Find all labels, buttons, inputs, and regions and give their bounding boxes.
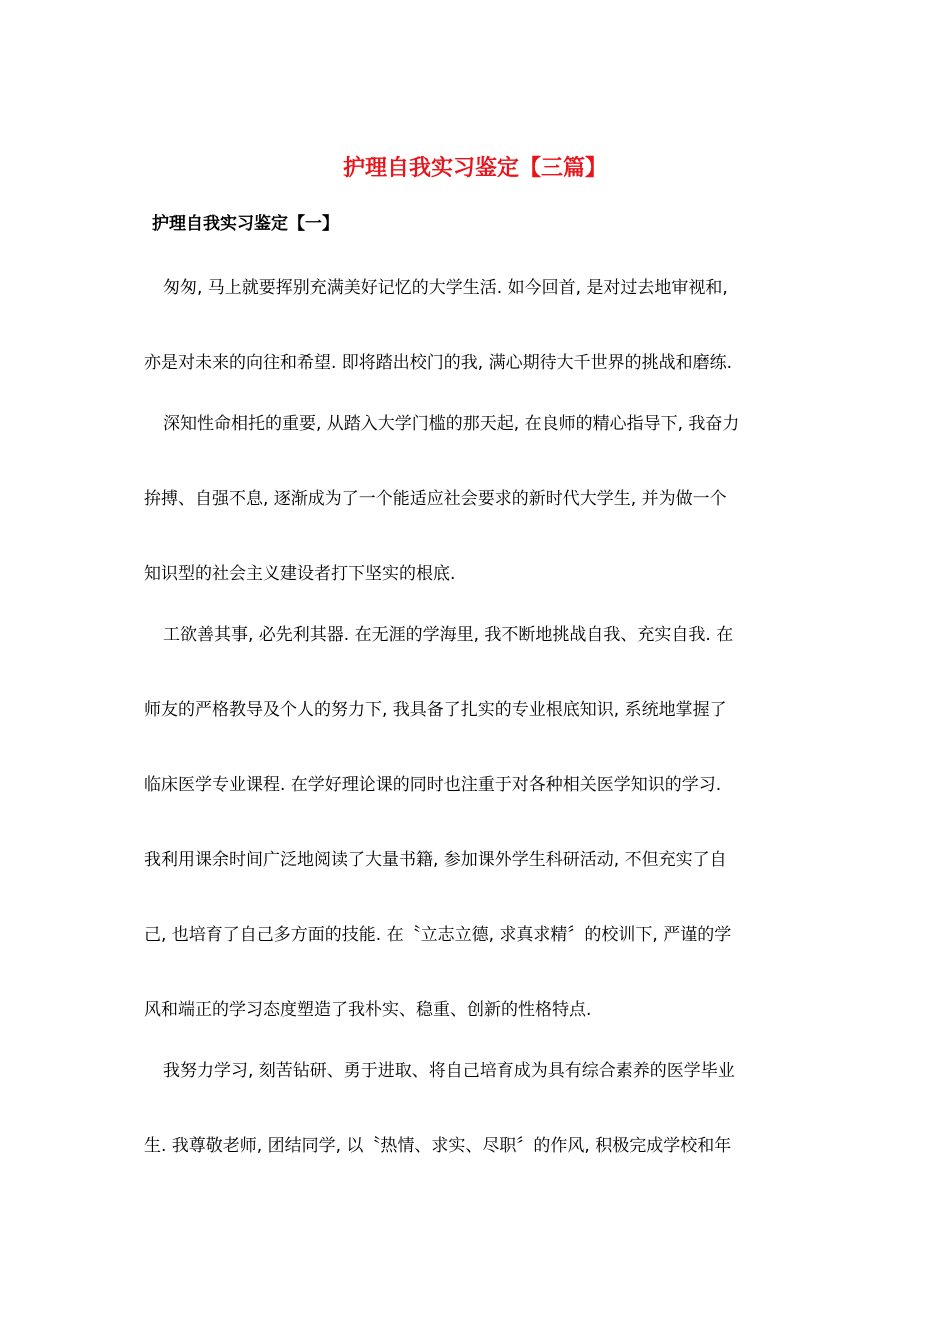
paragraph-line: 工欲善其事, 必先利其器. 在无涯的学海里, 我不断地挑战自我、充实自我. 在 [163,625,734,645]
paragraph-line: 风和端正的学习态度塑造了我朴实、稳重、创新的性格特点. [144,1000,592,1020]
paragraph-line: 拚搏、自强不息, 逐渐成为了一个能适应社会要求的新时代大学生, 并为做一个 [144,489,727,509]
paragraph-line: 生. 我尊敬老师, 团结同学, 以〝热情、求实、尽职〞的作风, 积极完成学校和年 [144,1136,732,1156]
paragraph-line: 临床医学专业课程. 在学好理论课的同时也注重于对各种相关医学知识的学习. [144,775,722,795]
paragraph-line: 知识型的社会主义建设者打下坚实的根底. [144,564,456,584]
paragraph-line: 亦是对未来的向往和希望. 即将踏出校门的我, 满心期待大千世界的挑战和磨练. [144,353,733,373]
paragraph-line: 我努力学习, 刻苦钻研、勇于进取、将自己培育成为具有综合素养的医学毕业 [163,1061,735,1081]
document-title: 护理自我实习鉴定【三篇】 [342,155,607,181]
paragraph-line: 师友的严格教导及个人的努力下, 我具备了扎实的专业根底知识, 系统地掌握了 [144,700,727,720]
paragraph-line: 我利用课余时间广泛地阅读了大量书籍, 参加课外学生科研活动, 不但充实了自 [144,850,727,870]
paragraph-line: 深知性命相托的重要, 从踏入大学门槛的那天起, 在良师的精心指导下, 我奋力 [163,414,740,434]
paragraph-line: 己, 也培育了自己多方面的技能. 在〝立志立德, 求真求精〞的校训下, 严谨的学 [144,925,732,945]
section-heading: 护理自我实习鉴定【一】 [152,214,339,234]
paragraph-line: 匆匆, 马上就要挥别充满美好记忆的大学生活. 如今回首, 是对过去地审视和, [163,278,728,298]
